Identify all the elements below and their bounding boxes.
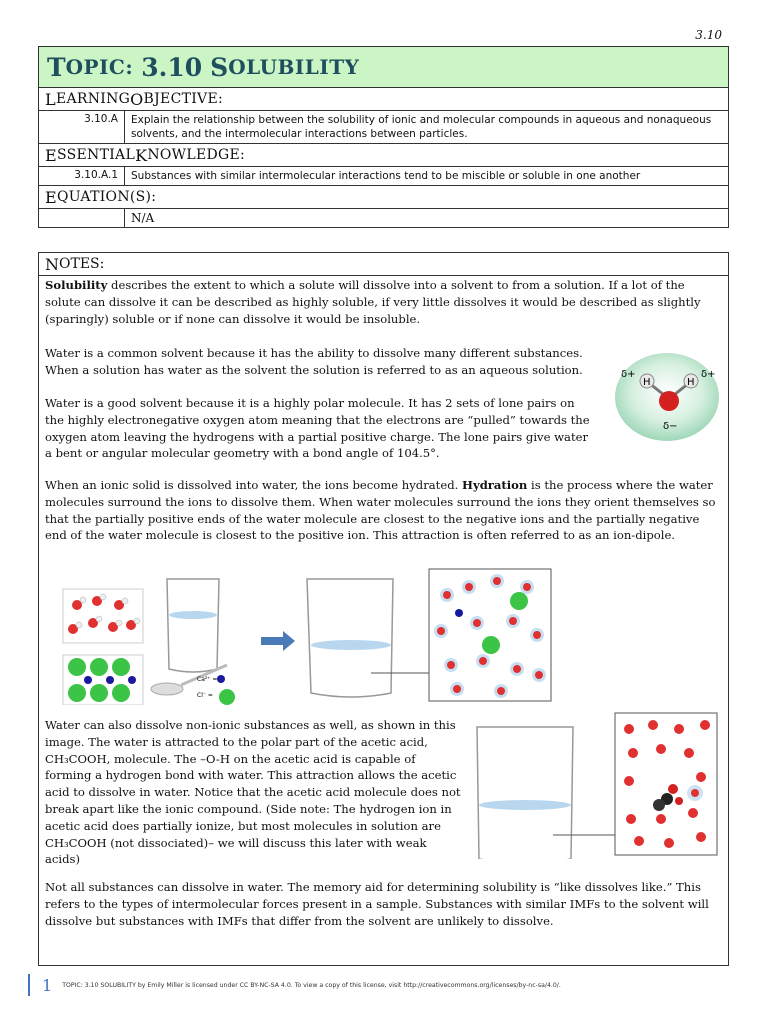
equations-row	[39, 209, 728, 227]
essential-knowledge-heading: E SSENTIAL K NOWLEDGE:	[39, 144, 728, 167]
beaker	[477, 727, 573, 859]
ionic-dissolution-figure	[57, 565, 597, 705]
acetic-acid-figure	[469, 709, 723, 859]
learning-objective-row	[39, 111, 728, 144]
water-molecule-diagram	[611, 349, 723, 449]
knowledge-code: 3.10.A.1	[39, 167, 125, 185]
svg-text:H: H	[687, 377, 695, 388]
notes-heading: N OTES:	[39, 253, 728, 276]
page-number: 1	[42, 975, 53, 995]
delta-plus-right: δ+	[701, 369, 716, 380]
equations-value: N/A	[131, 211, 155, 225]
process-arrow-icon	[261, 631, 295, 651]
objective-code: 3.10.A	[39, 111, 125, 143]
notes-box	[38, 252, 729, 966]
large-beaker	[307, 579, 393, 697]
calcium-ion-label: Ca²⁺ =	[197, 676, 218, 683]
knowledge-text: Substances with similar intermolecular interactions tend to be miscible or soluble in one another	[131, 170, 641, 182]
page-title: T OPIC: 3.10 S OLUBILITY	[39, 47, 728, 88]
learning-objective-heading: L EARNING O BJECTIVE:	[39, 88, 728, 111]
paragraph-solubility: Solubility describes the extent to which a solute will dissolve into a solvent to from a solution. If a lot of the solute can dissolve it can be described as highly soluble, if very little dissolves it would be described as slightly (sparingly) soluble or if none can dissolve it would be insoluble.	[45, 278, 701, 326]
paragraph-hydration: When an ionic solid is dissolved into water, the ions become hydrated. Hydration is the process where the water molecules surround the ions to dissolve them. When water molecules surround the ions they orient themselves so that the partially positive ends of the water molecule are closest to the negative ions and the partially negative end of the water molecule is closest to the positive ion. This attraction is often referred to as an ion-dipole.	[45, 478, 716, 543]
oxygen-atom	[659, 391, 679, 411]
paragraph-non-ionic: Water can also dissolve non-ionic substances as well, as shown in this image. The water is attracted to the polar part of the acetic acid, CH₃COOH, molecule. The –O-H on the acetic acid is capable of forming a hydrogen bond with water. This attraction allows the acetic acid to dissolve in water. Notice that the acetic acid molecule does not break apart like the ionic compound. (Side note: The hydrogen ion in acetic acid does partially ionize, but most molecules in solution are CH₃COOH (not dissociated)– we will discuss this later with weak acids)	[45, 718, 461, 867]
paragraph-polar-molecule: Water is a good solvent because it is a highly polar molecule. It has 2 sets of lone pairs on the highly electronegative oxygen atom meaning that the electrons are “pulled” towards the oxygen atom leaving the hydrogens with a partial positive charge. The lone pairs give water a bent or angular molecular geometry with a bond angle of 104.5°.	[45, 396, 590, 461]
spoon	[151, 683, 183, 695]
chloride-ion-label: Cl⁻ =	[197, 692, 213, 699]
footer	[28, 974, 561, 996]
acetic-acid-molecule	[668, 784, 678, 794]
delta-minus: δ−	[663, 421, 678, 432]
equations-heading: E QUATION(S):	[39, 186, 728, 209]
paragraph-like-dissolves-like: Not all substances can dissolve in water. The memory aid for determining solubility is “like dissolves like.” This refers to the types of intermolecular forces present in a sample. Substances with similar IMFs to the solvent will dissolve but substances with IMFs that differ from the solvent are unlikely to dissolve.	[45, 880, 709, 928]
small-beaker	[167, 579, 219, 672]
paragraph-water-solvent: Water is a common solvent because it has the ability to dissolve many different substances. When a solution has water as the solvent the solution is referred to as an aqueous solution.	[45, 346, 583, 377]
svg-text:H: H	[643, 377, 651, 388]
license-text: TOPIC: 3.10 SOLUBILITY by Emily Miller is licensed under CC BY-NC-SA 4.0. To view a copy of this license, visit http://creativecommons.org/licenses/by-nc-sa/4.0/.	[62, 981, 561, 989]
topic-header-box	[38, 46, 729, 228]
page-reference: 3.10	[695, 28, 722, 42]
delta-plus-left: δ+	[621, 369, 636, 380]
essential-knowledge-row	[39, 167, 728, 186]
objective-text: Explain the relationship between the solubility of ionic and molecular compounds in aqueous and nonaqueous solvents, and the intermolecular interactions between particles.	[131, 114, 712, 140]
